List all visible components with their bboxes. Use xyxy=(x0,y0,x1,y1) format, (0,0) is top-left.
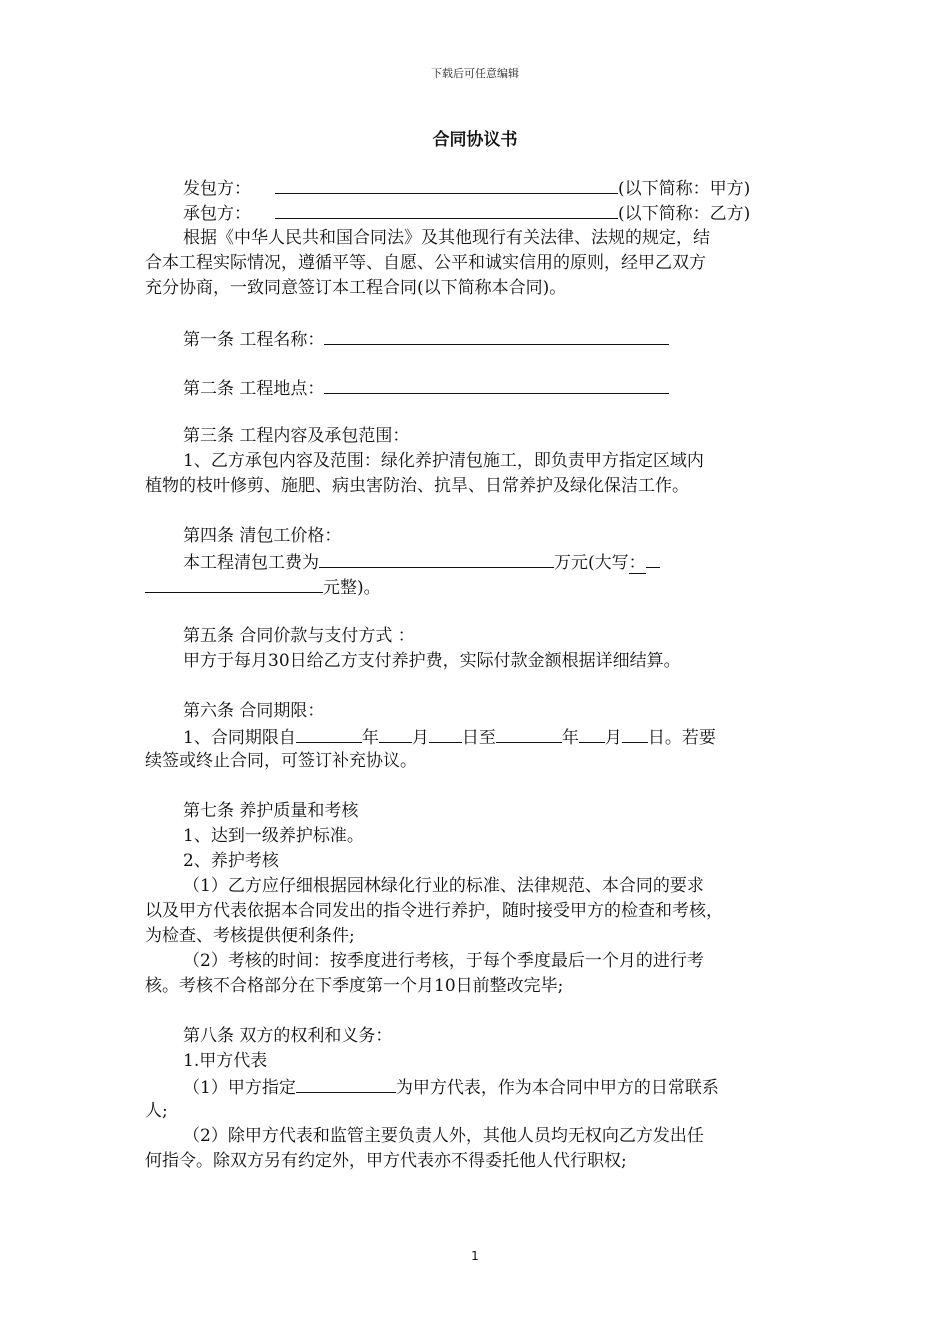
fee-unit-label: 万元(大写 xyxy=(554,553,629,573)
project-location-blank[interactable] xyxy=(324,375,669,394)
article-1 xyxy=(183,326,669,352)
article-7-line-2: 2、养护考核 xyxy=(183,851,279,871)
article-7-line-1: 1、达到一级养护标准。 xyxy=(183,826,364,846)
article-7-line-7: 核。考核不合格部分在下季度第一个月10日前整改完毕; xyxy=(145,976,564,996)
article-5-line: 甲方于每月30日给乙方支付养护费，实际付款金额根据详细结算。 xyxy=(183,651,681,671)
term-tail: 日。若要 xyxy=(647,728,716,748)
party-b-suffix: (以下简称：乙方) xyxy=(618,204,751,224)
article-3-line-2: 植物的枝叶修剪、施肥、病虫害防治、抗旱、日常养护及绿化保洁工作。 xyxy=(145,476,689,496)
article-5-heading: 第五条 合同价款与支付方式 ： xyxy=(183,626,415,646)
article-7-line-6: （2）考核的时间：按季度进行考核，于每个季度最后一个月的进行考 xyxy=(183,951,704,971)
article-2-label: 第二条 工程地点： xyxy=(183,379,325,399)
end-day-blank[interactable] xyxy=(622,724,648,743)
party-a-label: 发包方： xyxy=(183,179,251,199)
article-3-heading: 第三条 工程内容及承包范围： xyxy=(183,426,410,446)
article-2 xyxy=(183,375,669,401)
year-label: 年 xyxy=(361,728,379,748)
party-a-suffix: (以下简称：甲方) xyxy=(618,179,751,199)
intro-line-2: 合本工程实际情况，遵循平等、自愿、公平和诚实信用的原则，经甲乙双方 xyxy=(145,253,706,273)
month-label: 月 xyxy=(411,728,429,748)
start-year-blank[interactable] xyxy=(296,724,362,743)
article-8-sub: 1.甲方代表 xyxy=(183,1051,268,1071)
party-a-blank[interactable] xyxy=(275,175,618,194)
party-b-line xyxy=(183,200,750,226)
end-month-blank[interactable] xyxy=(579,724,605,743)
day-to-label: 日至 xyxy=(461,728,496,748)
rep-name-blank[interactable] xyxy=(296,1074,396,1093)
article-8-p2-line-1: （2）除甲方代表和监管主要负责人外，其他人员均无权向乙方发出任 xyxy=(183,1126,704,1146)
start-day-blank[interactable] xyxy=(429,724,462,743)
fee-colon: ： xyxy=(628,553,646,573)
party-a-line xyxy=(183,175,750,201)
article-4-heading: 第四条 清包工价格： xyxy=(183,526,342,546)
article-8-p2-line-2: 何指令。除双方另有约定外，甲方代表亦不得委托他人代行职权; xyxy=(145,1151,627,1171)
fee-words-blank[interactable] xyxy=(145,574,323,593)
term-label: 1、合同期限自 xyxy=(183,728,296,748)
article-7-line-3: （1）乙方应仔细根据园林绿化行业的标准、法律规范、本合同的要求 xyxy=(183,876,704,896)
page-number: 1 xyxy=(471,1249,479,1263)
intro-line-1: 根据《中华人民共和国合同法》及其他现行有关法律、法规的规定，结 xyxy=(183,228,710,248)
fee-label: 本工程清包工费为 xyxy=(183,553,319,573)
article-8-p1-cont: 人; xyxy=(145,1101,168,1121)
article-6-line-2: 续签或终止合同，可签订补充协议。 xyxy=(145,751,417,771)
rep-label: （1）甲方指定 xyxy=(183,1078,296,1098)
end-year-blank[interactable] xyxy=(496,724,562,743)
page-header: 下载后可任意编辑 xyxy=(431,67,519,80)
document-title: 合同协议书 xyxy=(432,130,518,150)
article-1-label: 第一条 工程名称： xyxy=(183,330,325,350)
fee-words-suffix: 元整)。 xyxy=(323,578,381,598)
article-7-line-5: 为检查、考核提供便利条件; xyxy=(145,926,355,946)
project-name-blank[interactable] xyxy=(324,326,669,345)
article-7-heading: 第七条 养护质量和考核 xyxy=(183,801,359,821)
fee-words-blank-start[interactable] xyxy=(646,549,660,568)
intro-line-3: 充分协商，一致同意签订本工程合同(以下简称本合同)。 xyxy=(145,278,567,298)
article-3-line-1: 1、乙方承包内容及范围：绿化养护清包施工，即负责甲方指定区域内 xyxy=(183,451,704,471)
article-7-line-4: 以及甲方代表依据本合同发出的指令进行养护，随时接受甲方的检查和考核， xyxy=(145,901,723,921)
party-b-blank[interactable] xyxy=(275,200,618,219)
article-6-heading: 第六条 合同期限： xyxy=(183,701,325,721)
party-b-label: 承包方： xyxy=(183,204,251,224)
article-4-line-2 xyxy=(145,574,381,600)
month-label-2: 月 xyxy=(604,728,622,748)
article-8-heading: 第八条 双方的权利和义务： xyxy=(183,1026,393,1046)
year-label-2: 年 xyxy=(561,728,579,748)
article-4-line-1 xyxy=(183,549,660,575)
fee-amount-blank[interactable] xyxy=(319,549,554,568)
article-6-line-1 xyxy=(183,724,716,750)
rep-text: 为甲方代表，作为本合同中甲方的日常联系 xyxy=(395,1078,719,1098)
article-8-p1 xyxy=(183,1074,719,1100)
start-month-blank[interactable] xyxy=(379,724,412,743)
